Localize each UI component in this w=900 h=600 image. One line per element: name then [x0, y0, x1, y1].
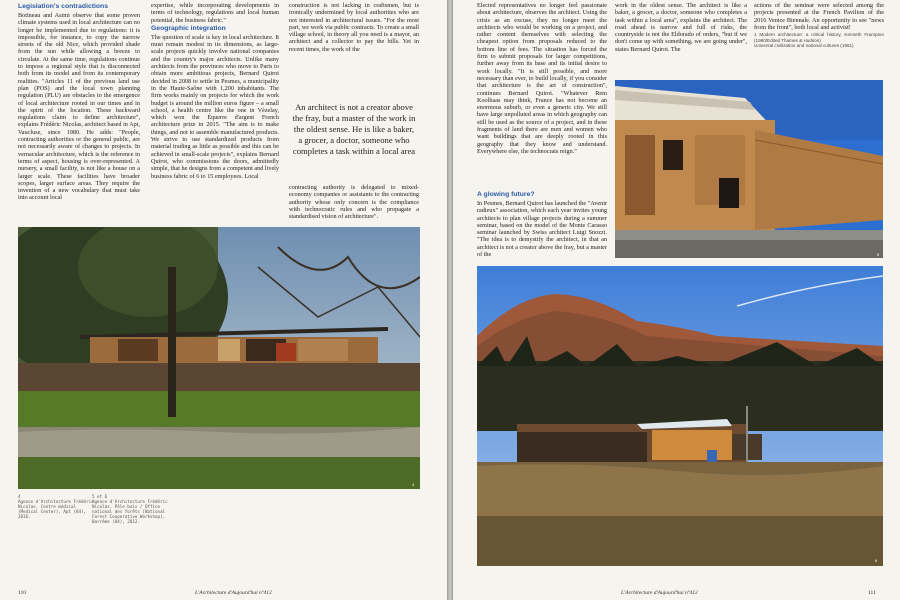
building-photo-top-right: [615, 80, 883, 258]
photo-number: 4: [412, 482, 415, 487]
body-text: construction is not lacking in craftsmen, but is ironically undermined by local authorities who are not interested in architectural issues. "For the most part, we work via public contracts. To create a small village school, in theory all you need is a mayor, an architect and a collector to pay the bills. Yet in recent times, the work of the: [289, 2, 419, 53]
body-text: expertise, while incorporating developments in terms of technology, regulations and local human potential, the business fabric.": [151, 2, 279, 24]
building-landscape-photo: [477, 266, 883, 566]
right-column-1-lower: [477, 190, 607, 260]
right-column-1: [477, 2, 607, 188]
magazine-title: L'Architecture d'Aujourd'hui nº412: [621, 590, 698, 596]
left-column-2: [151, 2, 279, 224]
photo-number: 6: [875, 558, 878, 563]
building-photo-drawing: [18, 227, 420, 489]
magazine-title: L'Architecture d'Aujourd'hui nº412: [195, 590, 272, 596]
landscape-photo-drawing: [477, 266, 883, 566]
left-page: [0, 0, 447, 600]
left-column-3-top: [289, 2, 419, 64]
page-number: 111: [868, 590, 876, 596]
left-column-1: [18, 2, 140, 224]
section-heading: Geographic integration: [151, 24, 226, 32]
section-heading: Legislation's contradictions: [18, 3, 108, 10]
building-photo-left: [18, 227, 420, 489]
body-text: In Pesmes, Bernard Quirot has launched the "Avenir radieux" association, which each year invites young architects to plan village projects during a summer seminar, based on the model of the Monte Carasso seminar launched by Swiss architect Luigi Snozzi. "The idea is to demystify the architect, in that an architect is not a creator above the fray, but a master of the: [477, 200, 607, 259]
photo-caption-b: 5 et 6 Agence d'Architecture Frédéric Nicolas. Pôle bois / Office national des forêts (National Forest Cooperative Workshop), Barrême (04), 2012.: [92, 494, 168, 524]
footnote: 1 Modern architecture: a critical history, Kenneth Frampton (1980/Edited Thames & Hudson) Universal civilization and national cultures (1961): [754, 32, 884, 49]
photo-number: 5: [877, 252, 880, 257]
right-column-3: [754, 2, 884, 76]
body-text: Elected representatives no longer feel passionate about architecture, observes the architect. Using the crisis as an excuse, they no longer meet the architects who would be working on a project, and rather content themselves with selecting the cheapest option from proposals reduced to the bottom line of fees. The situation has forced the firm to submit proposals for larger competitions, further away from its base and its initial desire to work locally. "It is still possible, and more necessary than ever, to build locally, if you consider that architecture is the art of construction", continues Bernard Quirot. "Whatever Rem Koolhaas may think, France has not become an enormous suburb, or even a generic city. We still have large unpolluted areas in which geography can still be used as the source of a project, and in these fragments of land there are men and women who want buildings that are deeply rooted in this geography that they know and understand. Everywhere else, the technocrats reign.": [477, 2, 607, 155]
body-text: Botineau and Asimi observe that some proven climate systems used in local architecture can no longer be implemented due to regulations: it is impossible, for instance, to copy the narrow streets of the old Nice, which provided shade from the sun while allowing a breeze to circulate. At the same time, regulations continue to impose a regional style that is disconnected both from its model and from its contemporary realities. "Articles 11 of the previous land use plan (POS) and the local town planning regulation (PLU) are obstacles to the emergence of local architecture rooted in our times and in the spirit of the location. These backward regulations claim to define architecture", explains Frédéric Nicolas, architect based in Apt, Vaucluse, since 1980. He adds: "People, contracting authorities or the general public, are not necessarily aware of changes to projects. In vernacular architecture, which is the reference in terms of aspect, housing is over-represented. A nursery, a small facility, is not like a house on a larger scale. These facilities have broader scopes, larger surface areas. They require the invention of a new vocabulary that must take into account local: [18, 12, 140, 202]
body-text: actions of the seminar were selected among the projects presented at the French Pavilion of the 2016 Venice Biennale. An opportunity to see "news from the front", both local and activist!: [754, 2, 884, 31]
photo-caption-a: 4 Agence d'Architecture Frédéric Nicolas. Centre médical (Medical Center), Apt (84), 2016.: [18, 494, 94, 519]
left-column-3-bottom: [289, 184, 419, 224]
body-text: work in the oldest sense. The architect is like a baker, a grocer, a doctor, someone who completes a task within a local area", explains the architect. The road ahead is narrow and full of risks, the countryside is not the Eldorado of orders, "but if we don't come up with something, we are going under", states Bernard Quirot. The: [615, 2, 747, 53]
section-heading: A glowing future?: [477, 191, 535, 198]
body-text: contracting authority is delegated to mixed-economy companies or assistants to the contracting authority whose only concern is the compliance with technocratic rules and who propagate a standardised vision of architecture".: [289, 184, 419, 221]
body-text: The question of scale is key in local architecture. It must remain modest in its dimensions, as large-scale projects quickly involve national companies and the country's major architects. Unlike many architects from the provinces who move to Paris to obtain more ambitious projects, Bernard Quirot decided in 2008 to settle in Pesmes, a municipality in the Haute-Saône with 1,200 inhabitants. The firm works mainly on projects for which the work budget is around the million euros figure – a small school, a health centre like the one in Vézelay, which won the Équerre d'argent French architecture prize in 2015. "The aim is to make things, and not to assemble manufactured products. We strive to use standardized products from material trading as little as possible and this can be achieved in small-scale projects", explains Bernard Quirot, who commissions the doors, admittedly simple, that he designs from a competent and lively business fabric of 6 to 15 employees. Local: [151, 33, 279, 180]
right-page: [453, 0, 900, 600]
pull-quote: An architect is not a creator above the fray, but a master of the work in the oldest sense. He is like a baker, a grocer, a doctor, someone who completes a task within a local area: [292, 102, 416, 156]
page-number: 110: [18, 590, 27, 596]
right-column-2: [615, 2, 747, 76]
building-photo-drawing: [615, 80, 883, 258]
